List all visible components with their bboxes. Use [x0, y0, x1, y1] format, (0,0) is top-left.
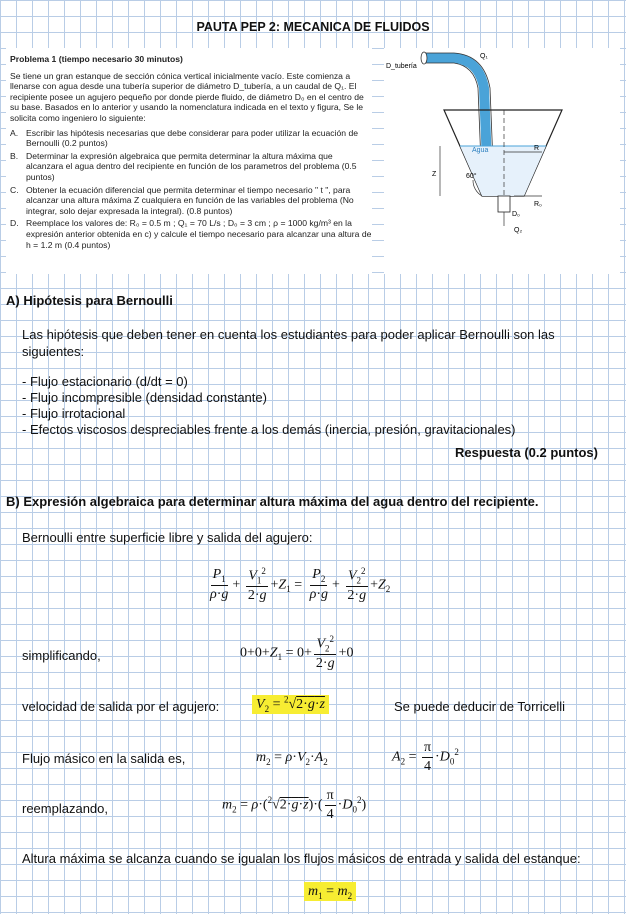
label-z: Z — [432, 171, 437, 178]
equal-massflow-equation: $m_1 = m_2$ — [304, 884, 356, 901]
problem-intro: Se tiene un gran estanque de sección cónica vertical inicialmente vacío. Este comienza a llenarse con agua desde una tubería superior de diámetro D_tubería, a un caudal de Q₁. El recipiente posee un agujero pequeño por donde pierde fluido, de diámetro D₀ en el centro de su base. Basados en lo anterior y usando la nomenclatura indicada en el texto y figura, Se le solicita como ingeniero lo siguiente: — [10, 70, 364, 123]
label-q2: Q₂ — [514, 227, 523, 234]
max-height-label: Altura máxima se alcanza cuando se igualan los flujos másicos de entrada y salida del estanque: — [22, 851, 581, 866]
problem-items — [6, 128, 372, 251]
pipe-opening — [421, 52, 427, 64]
torricelli-note: Se puede deducir de Torricelli — [394, 699, 566, 714]
page-title: PAUTA PEP 2: MECANICA DE FLUIDOS — [196, 20, 430, 34]
hypothesis-item: - Flujo estacionario (d/dt = 0) — [22, 374, 188, 389]
hypothesis-item: - Flujo irrotacional — [22, 406, 126, 421]
replace-label: reemplazando, — [22, 801, 108, 816]
section-b-heading: B) Expresión algebraica para determinar altura máxima del agua dentro del recipiente. — [6, 494, 539, 509]
hypothesis-item: - Efectos viscosos despreciables frente a los demás (inercia, presión, gravitacionales) — [22, 422, 516, 437]
label-angle: 60° — [466, 173, 477, 180]
problem-statement — [6, 48, 372, 274]
label-d-tuberia: D_tubería — [386, 63, 417, 70]
area-equation: $A_2$ = $\frac{\pi}{4}$ $\cdot D_0^2$ — [392, 740, 459, 774]
problem-item-a — [10, 127, 372, 149]
item-text: Reemplace los valores de: R₀ = 0.5 m ; Q₁ = 70 L/s ; D₀ = 3 cm ; ρ = 1000 kg/m³ en la expresión anterior obtenida en c) y calcule el tiempo necesario para alcanzar una altura de h = 1.2 m (0.4 puntos) — [26, 218, 372, 250]
simplify-label: simplificando, — [22, 648, 101, 663]
label-agua: Agua — [472, 147, 489, 154]
massflow-equation: $m_2 = \rho\cdot V_2\cdot A_2$ — [256, 750, 328, 767]
replaced-equation: $m_2 = \rho\cdot(^2√2\cdot g\cdot z)\cdot$( $\frac{\pi}{4}$ $\cdot D_0^2$) — [222, 788, 367, 822]
section-a-intro: Las hipótesis que deben tener en cuenta los estudiantes para poder aplicar Bernoulli son las siguientes: — [22, 327, 555, 359]
hypotheses-list — [22, 374, 516, 438]
item-text: Determinar la expresión algebraica que permita determinar la altura máxima que alcanzara el agua dentro del recipiente en función de los parametros del problema (0.5 puntos) — [26, 150, 357, 182]
hypothesis-item: - Flujo incompresible (densidad constante) — [22, 390, 267, 405]
tank-diagram — [384, 48, 620, 274]
problem-heading: Problema 1 (tiempo necesario 30 minutos) — [10, 54, 183, 64]
section-a-heading: A) Hipótesis para Bernoulli — [6, 293, 173, 308]
problem-item-c — [10, 184, 372, 217]
problem-item-d — [10, 218, 372, 250]
simplified-equation: $0+0+Z_1 = 0+$ $\frac{V_2^2}{2\cdot g}$ +0 — [240, 634, 354, 672]
bernoulli-label: Bernoulli entre superficie libre y salida del agujero: — [22, 530, 313, 545]
torricelli-equation: $V_2 = ^2√2\cdot g\cdot z$ — [252, 694, 329, 713]
item-label: D. — [10, 218, 19, 229]
bernoulli-equation: $\frac{P_1}{\rho\cdot g}$ + $\frac{V_1^2}{2\cdot g}$ $+Z_1$ = $\frac{P_2}{\rho\cdot g}$ + $\frac{V_2^2}{2\cdot g}$ $+Z_2$ — [210, 566, 391, 604]
tank-figure — [384, 48, 620, 274]
velocity-label: velocidad de salida por el agujero: — [22, 699, 220, 714]
label-d0: D₀ — [512, 211, 520, 218]
item-label: C. — [10, 184, 19, 195]
item-label: A. — [10, 127, 19, 138]
item-text: Obtener la ecuación diferencial que permita determinar el tiempo necesario " t ", para alcanzar una altura máxima Z cualquiera en función de las variables del problema (No integrar, solo dejar expresada la integral). (0.8 puntos) — [26, 184, 354, 216]
answer-points: Respuesta (0.2 puntos) — [454, 445, 598, 460]
problem-item-b — [10, 150, 372, 183]
label-r: R — [534, 145, 540, 152]
item-text: Escribir las hipótesis necesarias que debe considerar para poder utilizar la ecuación de Bernoulli (0.2 puntos) — [26, 127, 359, 149]
outlet-hole — [498, 196, 510, 212]
massflow-label: Flujo másico en la salida es, — [22, 751, 186, 766]
label-r0: R₀ — [534, 201, 542, 208]
item-label: B. — [10, 150, 19, 161]
label-q1: Q₁ — [480, 53, 488, 60]
